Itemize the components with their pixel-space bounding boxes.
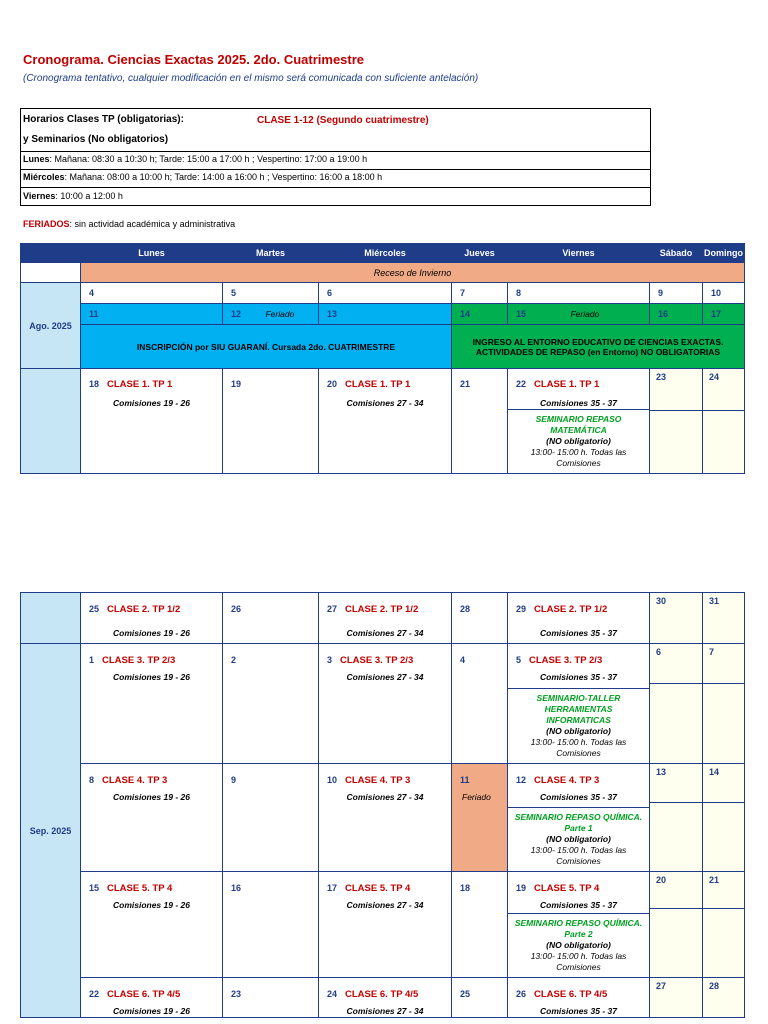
class-cell-miercoles: 17 CLASE 5. TP 4 Comisiones 27 - 34 xyxy=(319,872,452,978)
date-cell: 17 xyxy=(703,304,745,325)
day-header-miercoles: Miércoles xyxy=(319,244,452,263)
class-cell-viernes: 19 CLASE 5. TP 4 Comisiones 35 - 37 SEMINARIO REPASO QUÍMICA. Parte 2 (NO obligatorio) 13:00- 15:00 h. Todas las Comisiones xyxy=(508,872,650,978)
month-label-sep: Sep. 2025 xyxy=(21,644,81,1018)
weekend-cell: 27 xyxy=(650,978,703,1018)
weekend-cell: 20 xyxy=(650,872,703,978)
calendar-september xyxy=(20,592,745,1018)
class-cell-lunes: 22 CLASE 6. TP 4/5 Comisiones 19 - 26 xyxy=(81,978,223,1018)
day-header-viernes: Viernes xyxy=(508,244,650,263)
date-cell: 16 xyxy=(650,304,703,325)
date-cell: 11 xyxy=(81,304,223,325)
day-header-sabado: Sábado xyxy=(650,244,703,263)
schedule-line1: Horarios Clases TP (obligatorias): xyxy=(23,114,184,125)
ingreso-banner: INGRESO AL ENTORNO EDUCATIVO DE CIENCIAS EXACTAS. ACTIVIDADES DE REPASO (en Entorno) NO OBLIGATORIAS xyxy=(452,325,745,369)
month-label-aug: Ago. 2025 xyxy=(21,283,81,369)
class-cell-miercoles: 27 CLASE 2. TP 1/2 Comisiones 27 - 34 xyxy=(319,593,452,644)
weekend-cell: 24 xyxy=(703,369,745,474)
class-cell-miercoles: 24 CLASE 6. TP 4/5 Comisiones 27 - 34 xyxy=(319,978,452,1018)
schedule-box xyxy=(20,108,651,206)
class-cell-lunes: 15 CLASE 5. TP 4 Comisiones 19 - 26 xyxy=(81,872,223,978)
page-title: Cronograma. Ciencias Exactas 2025. 2do. Cuatrimestre xyxy=(23,52,365,67)
date-cell: 9 xyxy=(650,283,703,304)
date-cell: 8 xyxy=(508,283,650,304)
class-cell-miercoles: 10 CLASE 4. TP 3 Comisiones 27 - 34 xyxy=(319,764,452,872)
weekend-cell: 23 xyxy=(650,369,703,474)
schedule-miercoles: Miércoles: Mañana: 08:00 a 10:00 h; Tarde: 14:00 a 16:00 h ; Vespertino: 16:00 a 18:00 h xyxy=(23,172,383,182)
date-cell: 4 xyxy=(81,283,223,304)
class-cell-miercoles: 3 CLASE 3. TP 2/3 Comisiones 27 - 34 xyxy=(319,644,452,764)
class-cell-viernes: 5 CLASE 3. TP 2/3 Comisiones 35 - 37 SEMINARIO-TALLER HERRAMIENTAS INFORMATICAS (NO obligatorio) 13:00- 15:00 h. Todas las Comisiones xyxy=(508,644,650,764)
date-cell: 6 xyxy=(319,283,452,304)
date-cell: 5 xyxy=(223,283,319,304)
date-cell-feriado: 11 Feriado xyxy=(452,764,508,872)
date-cell: 19 xyxy=(223,369,319,474)
weekend-cell: 6 xyxy=(650,644,703,764)
date-cell-feriado: 15 Feriado xyxy=(508,304,650,325)
day-header-blank xyxy=(21,244,81,263)
weekend-cell: 21 xyxy=(703,872,745,978)
calendar-august xyxy=(20,243,745,474)
seminar-quimica-1: SEMINARIO REPASO QUÍMICA. Parte 1 (NO obligatorio) 13:00- 15:00 h. Todas las Comisiones xyxy=(508,807,649,871)
class-cell-lunes: 18 CLASE 1. TP 1 Comisiones 19 - 26 xyxy=(81,369,223,474)
class-cell-lunes: 8 CLASE 4. TP 3 Comisiones 19 - 26 xyxy=(81,764,223,872)
date-cell: 7 xyxy=(452,283,508,304)
page-subtitle: (Cronograma tentativo, cualquier modificación en el mismo será comunicada con suficiente antelación) xyxy=(23,73,479,84)
date-cell: 10 xyxy=(703,283,745,304)
inscripcion-banner: INSCRIPCIÓN por SIU GUARANÍ. Cursada 2do. CUATRIMESTRE xyxy=(81,325,452,369)
class-cell-viernes: 29 CLASE 2. TP 1/2 Comisiones 35 - 37 xyxy=(508,593,650,644)
class-cell-miercoles: 20 CLASE 1. TP 1 Comisiones 27 - 34 xyxy=(319,369,452,474)
class-cell-lunes: 25 CLASE 2. TP 1/2 Comisiones 19 - 26 xyxy=(81,593,223,644)
weekend-cell: 30 xyxy=(650,593,703,644)
recess-blank xyxy=(21,263,81,283)
date-cell-feriado: 12 Feriado xyxy=(223,304,319,325)
class-cell-viernes: 22 CLASE 1. TP 1 Comisiones 35 - 37 SEMINARIO REPASO MATEMÁTICA (NO obligatorio) 13:00- 15:00 h. Todas las Comisiones xyxy=(508,369,650,474)
day-header-jueves: Jueves xyxy=(452,244,508,263)
day-header-lunes: Lunes xyxy=(81,244,223,263)
seminar-quimica-2: SEMINARIO REPASO QUÍMICA. Parte 2 (NO obligatorio) 13:00- 15:00 h. Todas las Comisiones xyxy=(508,913,649,977)
date-cell: 16 xyxy=(223,872,319,978)
date-cell: 14 xyxy=(452,304,508,325)
day-header-martes: Martes xyxy=(223,244,319,263)
seminar-matematica: SEMINARIO REPASO MATEMÁTICA (NO obligatorio) 13:00- 15:00 h. Todas las Comisiones xyxy=(508,409,649,473)
seminar-herramientas: SEMINARIO-TALLER HERRAMIENTAS INFORMATICAS (NO obligatorio) 13:00- 15:00 h. Todas las Comisiones xyxy=(508,688,649,763)
class-cell-viernes: 26 CLASE 6. TP 4/5 Comisiones 35 - 37 xyxy=(508,978,650,1018)
recess-bar: Receso de Invierno xyxy=(81,263,745,283)
weekend-cell: 14 xyxy=(703,764,745,872)
schedule-lunes: Lunes: Mañana: 08:30 a 10:30 h; Tarde: 15:00 a 17:00 h ; Vespertino: 17:00 a 19:00 h xyxy=(23,154,368,164)
weekend-cell: 31 xyxy=(703,593,745,644)
day-header-row xyxy=(21,244,745,263)
week-cell xyxy=(21,369,81,474)
date-cell: 13 xyxy=(319,304,452,325)
schedule-viernes: Viernes: 10:00 a 12:00 h xyxy=(23,191,123,201)
class-cell-viernes: 12 CLASE 4. TP 3 Comisiones 35 - 37 SEMINARIO REPASO QUÍMICA. Parte 1 (NO obligatorio) 13:00- 15:00 h. Todas las Comisiones xyxy=(508,764,650,872)
date-cell: 26 xyxy=(223,593,319,644)
date-cell: 21 xyxy=(452,369,508,474)
date-cell: 28 xyxy=(452,593,508,644)
day-header-domingo: Domingo xyxy=(703,244,745,263)
feriados-note: FERIADOS: sin actividad académica y administrativa xyxy=(23,219,236,229)
date-cell: 25 xyxy=(452,978,508,1018)
weekend-cell: 7 xyxy=(703,644,745,764)
weekend-cell: 28 xyxy=(703,978,745,1018)
date-cell: 9 xyxy=(223,764,319,872)
week-cell xyxy=(21,593,81,644)
date-cell: 18 xyxy=(452,872,508,978)
class-cell-lunes: 1 CLASE 3. TP 2/3 Comisiones 19 - 26 xyxy=(81,644,223,764)
date-cell: 23 xyxy=(223,978,319,1018)
weekend-cell: 13 xyxy=(650,764,703,872)
date-cell: 4 xyxy=(452,644,508,764)
date-cell: 2 xyxy=(223,644,319,764)
clase-range: CLASE 1-12 (Segundo cuatrimestre) xyxy=(257,115,429,126)
schedule-line2: y Seminarios (No obligatorios) xyxy=(23,134,169,145)
